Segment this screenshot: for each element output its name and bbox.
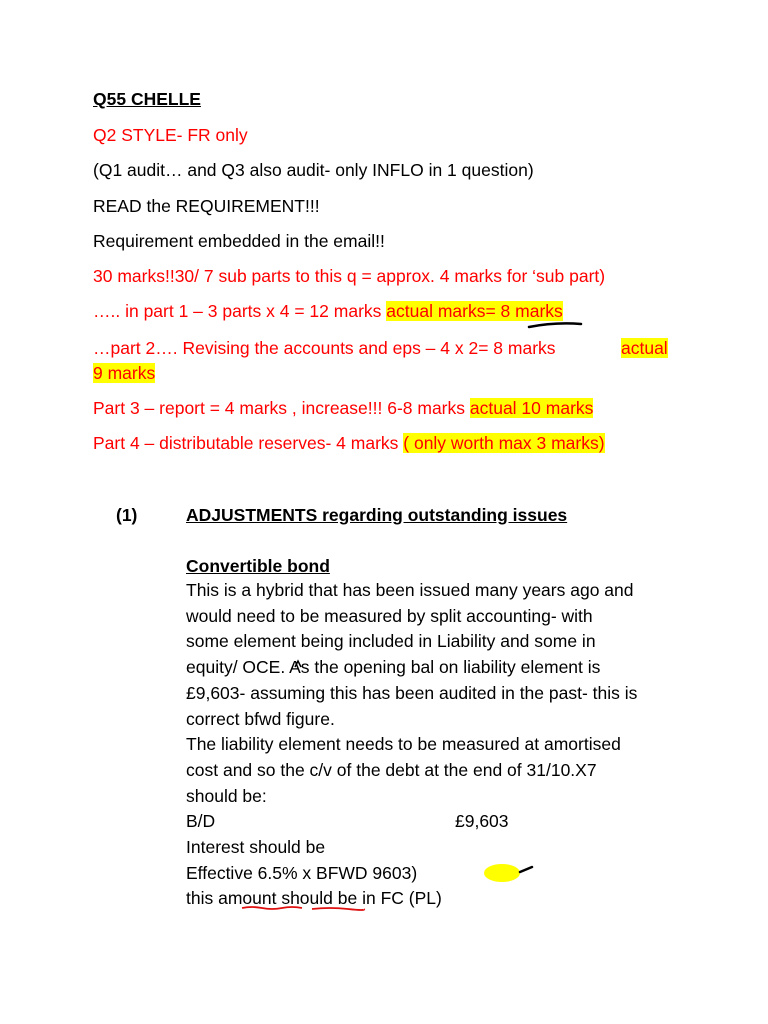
- page-title: Q55 CHELLE: [93, 89, 201, 109]
- para-line: should be:: [186, 785, 267, 806]
- spellcheck-squiggle-icon: [240, 904, 370, 914]
- section-number: (1): [116, 505, 138, 525]
- cursor-mark-icon: [294, 659, 302, 669]
- para-line: This is a hybrid that has been issued many years ago and: [186, 580, 634, 600]
- part4-line: [93, 432, 605, 454]
- part4-text: Part 4 – distributable reserves- 4 marks: [93, 433, 404, 453]
- last-line: this amount should be in FC (PL): [186, 888, 442, 909]
- part1-text: ….. in part 1 – 3 parts x 4 = 12 marks: [93, 301, 387, 321]
- part3-actual: actual 10 marks: [469, 398, 594, 418]
- part1-line: [93, 300, 563, 322]
- para-line: correct bfwd figure.: [186, 708, 335, 729]
- bd-row: [186, 809, 637, 835]
- para-line: cost and so the c/v of the debt at the end of 31/10.X7: [186, 759, 597, 780]
- para-line: would need to be measured by split accounting- with: [186, 605, 593, 626]
- part4-actual: ( only worth max 3 marks): [403, 433, 605, 453]
- note-line: (Q1 audit… and Q3 also audit- only INFLO in 1 question): [93, 160, 534, 180]
- part1-actual: actual marks= 8 marks: [386, 301, 563, 321]
- para-line: £9,603- assuming this has been audited in the past- this is: [186, 682, 638, 703]
- para-line: The liability element needs to be measured at amortised: [186, 734, 621, 755]
- section-heading: ADJUSTMENTS regarding outstanding issues: [186, 505, 568, 525]
- part2-line: …part 2…. Revising the accounts and eps – 4 x 2= 8 marks: [93, 338, 556, 358]
- part3-line: [93, 397, 593, 419]
- para-line: some element being included in Liability and some in: [186, 631, 596, 652]
- underline-scribble-icon: [525, 318, 585, 332]
- bd-value: £9,603: [455, 811, 509, 832]
- marks-total-line: 30 marks!!30/ 7 sub parts to this q = approx. 4 marks for ‘sub part): [93, 266, 606, 286]
- highlight-blob-icon: [482, 860, 538, 886]
- para-line: equity/ OCE. As the opening bal on liability element is: [186, 657, 601, 678]
- read-line: READ the REQUIREMENT!!!: [93, 196, 320, 216]
- part3-text: Part 3 – report = 4 marks , increase!!! 6-8 marks: [93, 398, 470, 418]
- paragraph: [186, 578, 637, 912]
- part2-actual-b: 9 marks: [93, 363, 156, 383]
- part2-actual-a: actual: [621, 338, 668, 358]
- embedded-line: Requirement embedded in the email!!: [93, 231, 385, 251]
- style-line: Q2 STYLE- FR only: [93, 125, 248, 145]
- effective-line: Effective 6.5% x BFWD 9603): [186, 862, 418, 883]
- bd-label: B/D: [186, 811, 216, 832]
- subheading: Convertible bond: [186, 556, 330, 576]
- interest-line: Interest should be: [186, 837, 326, 858]
